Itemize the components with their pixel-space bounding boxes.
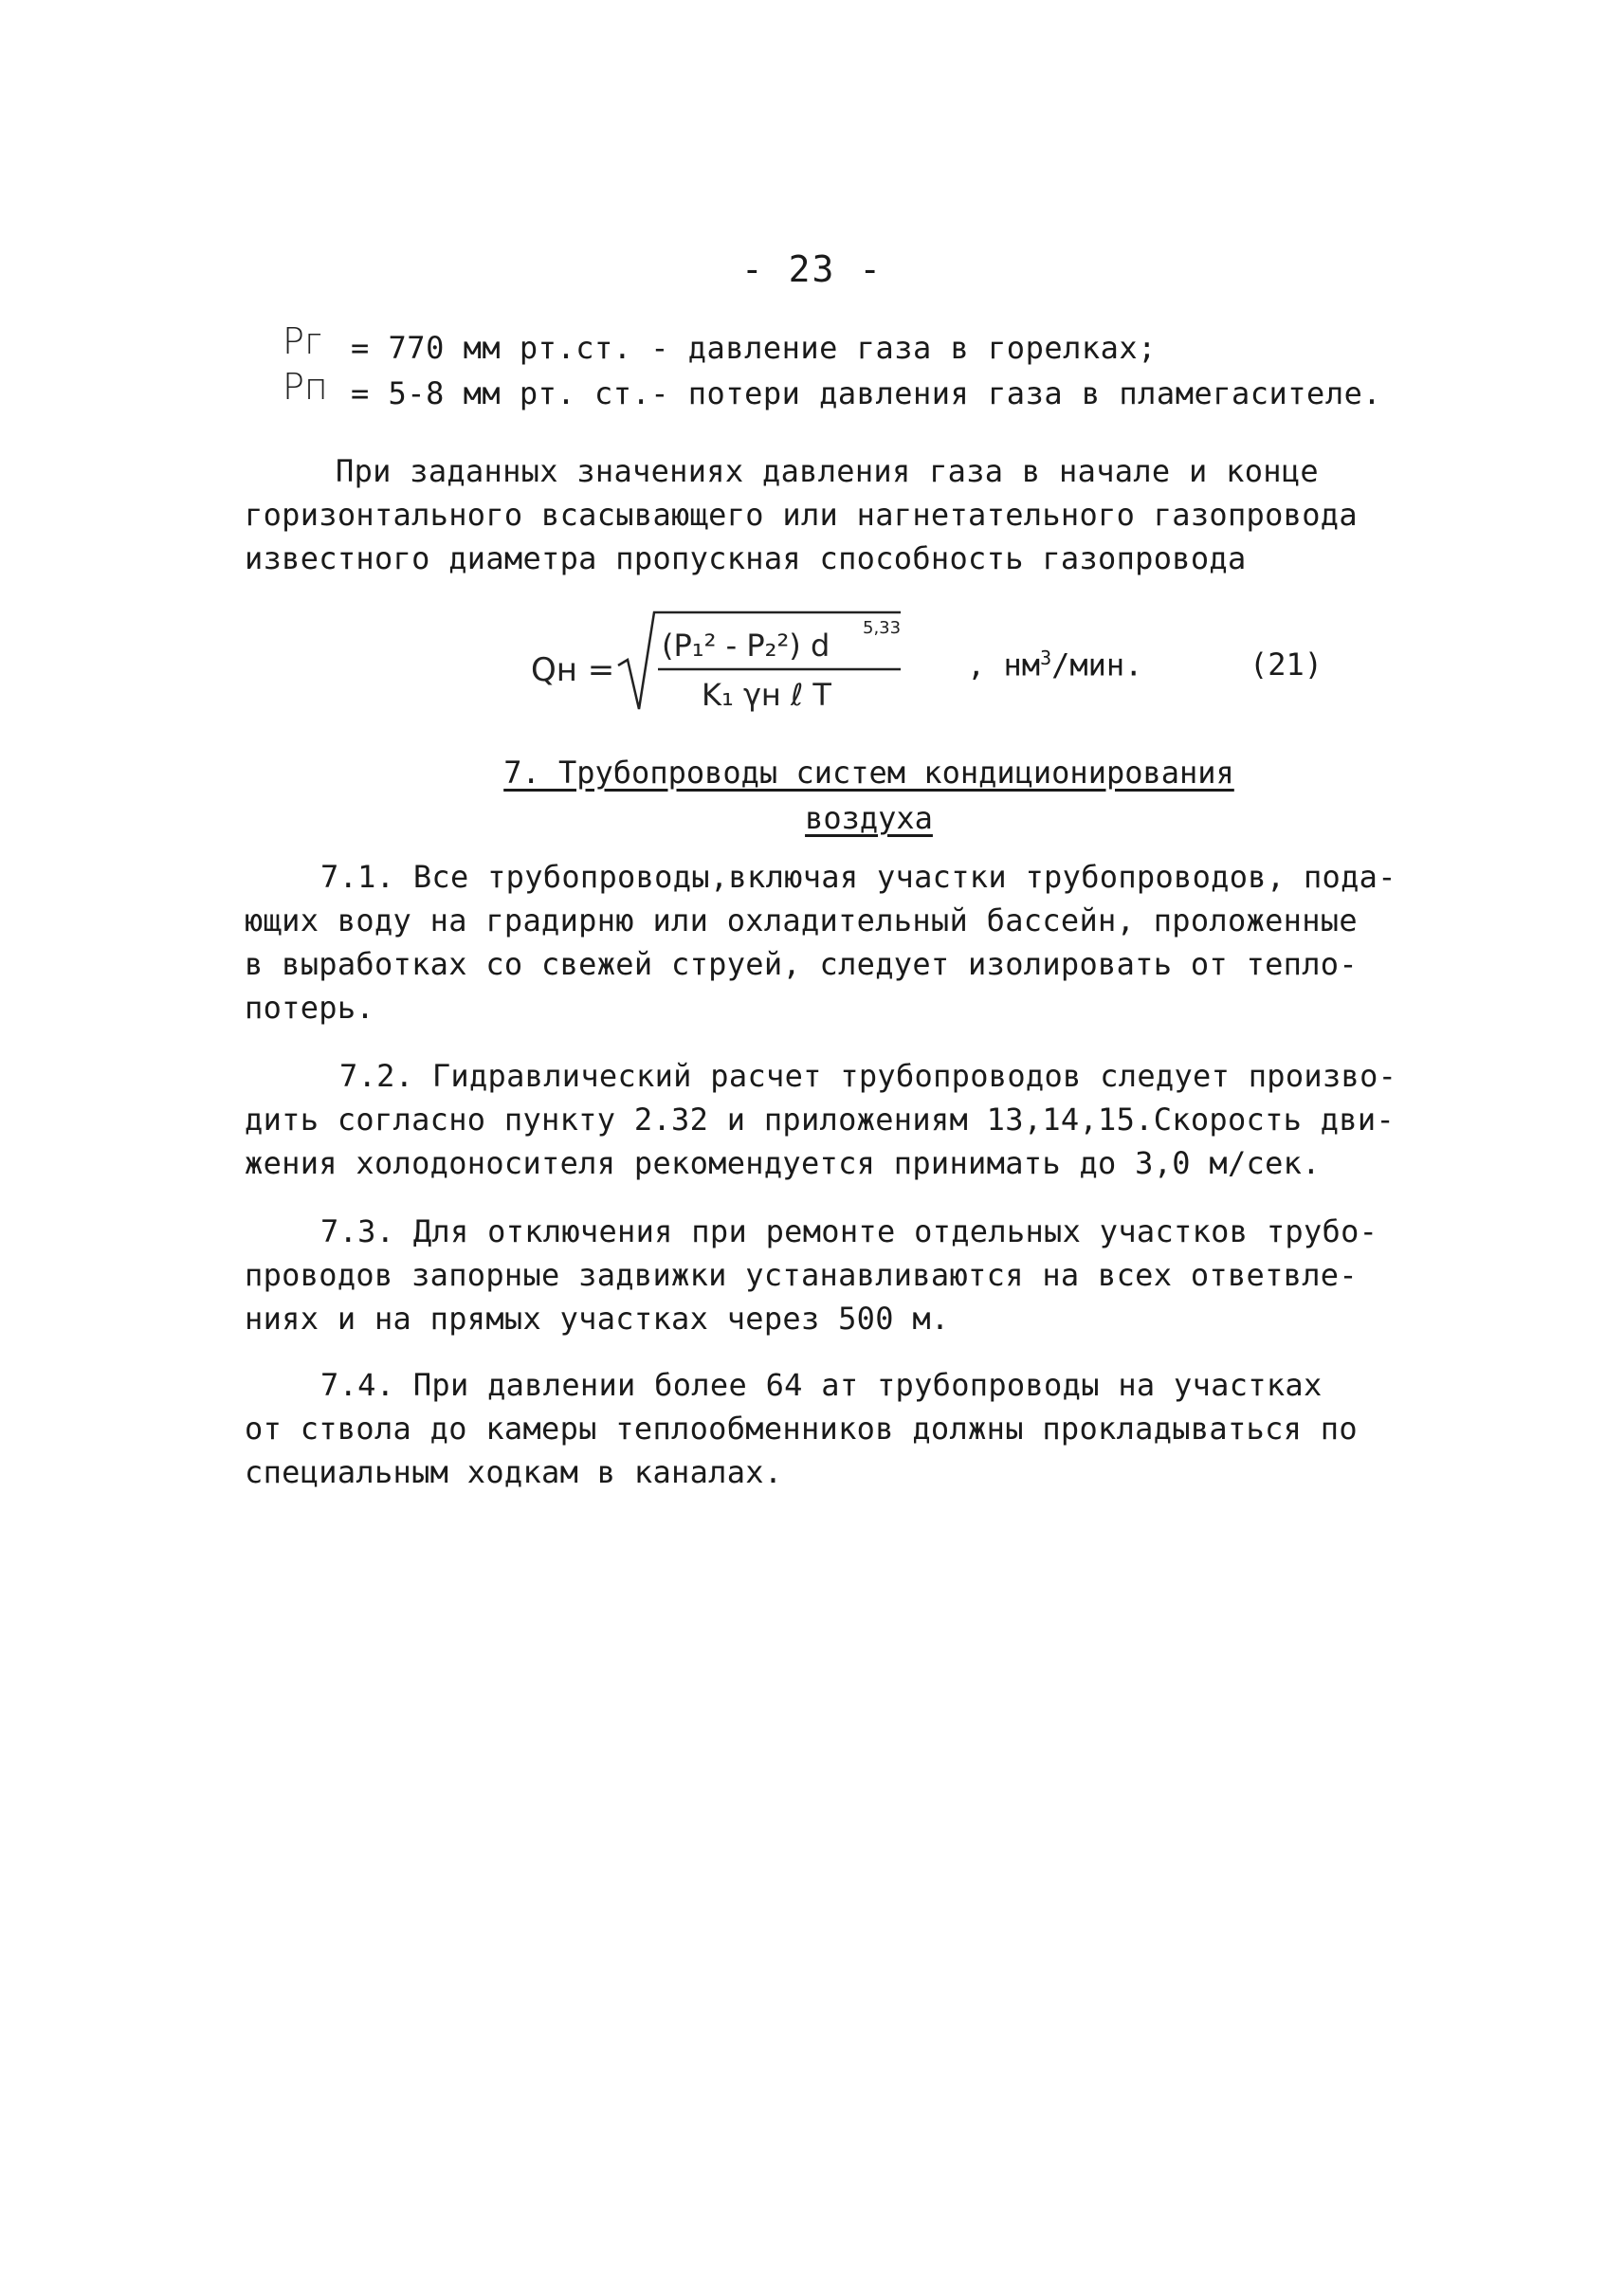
definition-pp: = 5-8 мм рт. ст.- потери давления газа в пламегасителе. bbox=[351, 375, 1382, 411]
definition-pg: = 770 мм рт.ст. - давление газа в горелках; bbox=[351, 330, 1157, 366]
paragraph-line: дить согласно пункту 2.32 и приложениям 13,14,15.Скорость дви- bbox=[245, 1102, 1396, 1138]
paragraph-line: жения холодоносителя рекомендуется принимать до 3,0 м/сек. bbox=[245, 1145, 1321, 1181]
unit-prefix: , нм bbox=[967, 647, 1041, 683]
section-title-line2: воздуха bbox=[805, 800, 933, 836]
section-title-line1: 7. Трубопроводы систем кондиционирования bbox=[503, 755, 1234, 791]
equation-number: (21) bbox=[1250, 647, 1323, 683]
paragraph-line: 7.2. Гидравлический расчет трубопроводов следует произво- bbox=[339, 1058, 1397, 1094]
paragraph-line: ющих воду на градирню или охладительный бассейн, проложенные bbox=[245, 902, 1358, 938]
formula-graphic bbox=[531, 607, 986, 720]
unit-power: 3 bbox=[1040, 647, 1052, 669]
paragraph-line: специальным ходкам в каналах. bbox=[245, 1454, 783, 1490]
paragraph-line: проводов запорные задвижки устанавливаются на всех ответвле- bbox=[245, 1257, 1358, 1293]
paragraph-line: в выработках со свежей струей, следует изолировать от тепло- bbox=[245, 946, 1358, 982]
intro-line: известного диаметра пропускная способность газопровода bbox=[245, 540, 1247, 576]
formula-unit bbox=[967, 647, 1142, 683]
intro-line: горизонтального всасывающего или нагнетательного газопровода bbox=[245, 497, 1358, 533]
paragraph-line: 7.3. Для отключения при ремонте отдельных участков трубо- bbox=[320, 1213, 1378, 1249]
section-title bbox=[0, 751, 1624, 794]
paragraph-line: ниях и на прямых участках через 500 м. bbox=[245, 1301, 950, 1337]
formula-exponent: 5,33 bbox=[863, 618, 902, 638]
section-title-2 bbox=[0, 796, 1624, 840]
paragraph-7-3 bbox=[245, 1210, 1382, 1340]
paragraph-line: 7.4. При давлении более 64 ат трубопроводы на участках bbox=[320, 1367, 1323, 1403]
paragraph-line: от ствола до камеры теплообменников должны прокладываться по bbox=[245, 1411, 1358, 1447]
intro-paragraph bbox=[245, 449, 1382, 580]
formula-lhs: Qн = bbox=[531, 651, 615, 689]
paragraph-7-2 bbox=[245, 1054, 1397, 1185]
symbol-pg: Pг bbox=[283, 320, 322, 362]
page-number: - 23 - bbox=[740, 248, 884, 290]
formula-denominator: K₁ γн ℓ T bbox=[702, 677, 831, 713]
paragraph-7-4 bbox=[245, 1363, 1382, 1494]
unit-suffix: /мин. bbox=[1051, 647, 1143, 683]
formula-numerator: (P₁² - P₂²) d bbox=[662, 628, 830, 664]
symbol-pp: Pп bbox=[283, 366, 328, 408]
intro-line: При заданных значениях давления газа в начале и конце bbox=[336, 453, 1319, 489]
paragraph-line: 7.1. Все трубопроводы,включая участки трубопроводов, пода- bbox=[320, 859, 1396, 895]
paragraph-7-1 bbox=[245, 855, 1396, 1029]
paragraph-line: потерь. bbox=[245, 990, 374, 1026]
